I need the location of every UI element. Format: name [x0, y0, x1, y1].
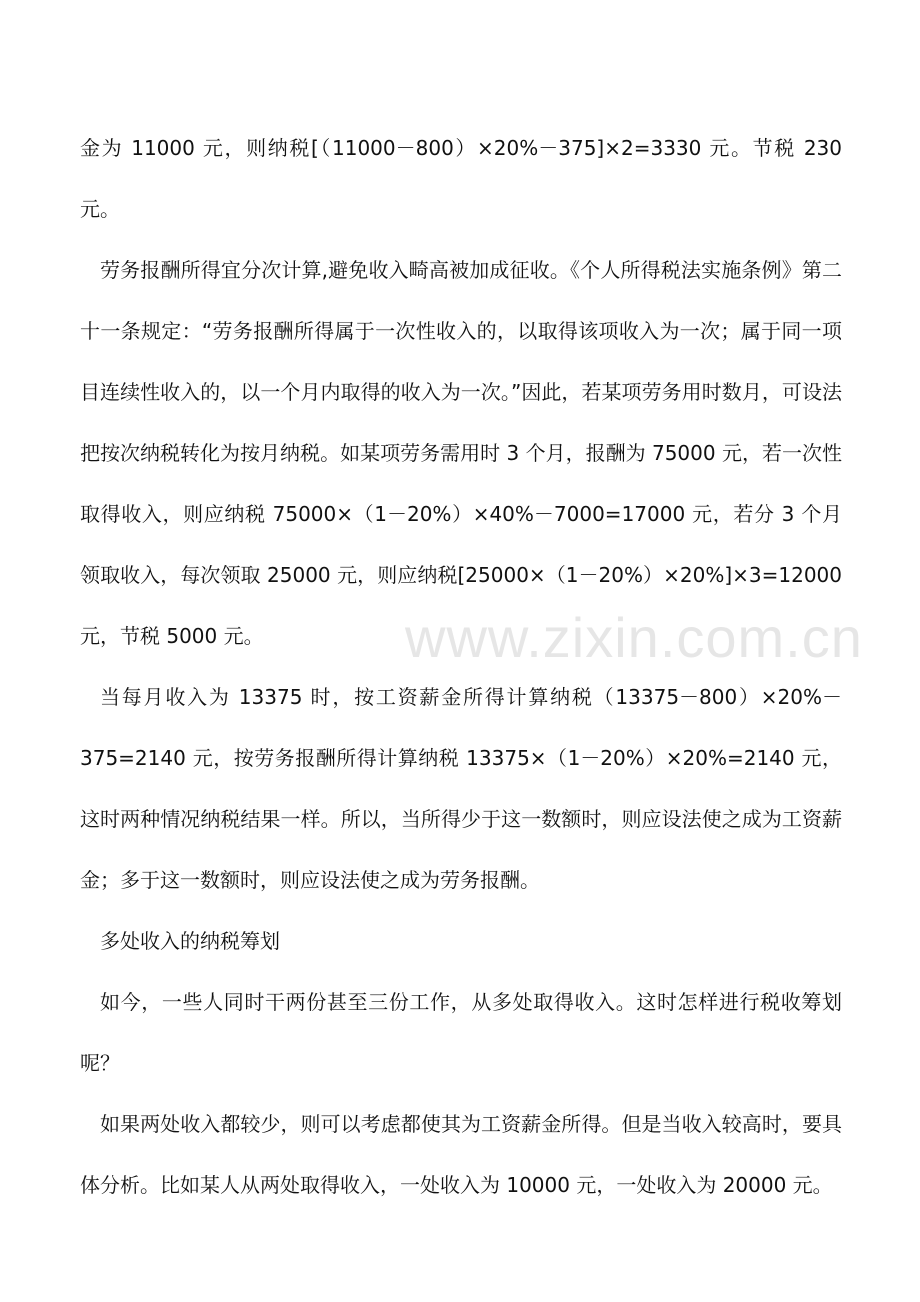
paragraph-5: 如果两处收入都较少，则可以考虑都使其为工资薪金所得。但是当收入较高时，要具体分析。比如某人从两处取得收入，一处收入为 10000 元，一处收入为 20000 元。	[80, 1112, 842, 1197]
document-body	[80, 118, 842, 1216]
paragraph-3: 当每月收入为 13375 时，按工资薪金所得计算纳税（13375－800）×20%－375=2140 元，按劳务报酬所得计算纳税 13375×（1－20%）×20%=2140 元，这时两种情况纳税结果一样。所以，当所得少于这一数额时，则应设法使之成为工资薪金；多于这一数额时，则应设法使之成为劳务报酬。	[80, 685, 842, 892]
paragraph-2: 劳务报酬所得宜分次计算,避免收入畸高被加成征收。《个人所得税法实施条例》第二十一条规定：“劳务报酬所得属于一次性收入的，以取得该项收入为一次；属于同一项目连续性收入的，以一个月内取得的收入为一次。”因此，若某项劳务用时数月，可设法把按次纳税转化为按月纳税。如某项劳务需用时 3 个月，报酬为 75000 元，若一次性取得收入，则应纳税 75000×（1－20%）×40%－7000=17000 元，若分 3 个月领取收入，每次领取 25000 元，则应纳税[25000×（1－20%）×20%]×3=12000 元，节税 5000 元。	[80, 258, 842, 648]
section-heading: 多处收入的纳税筹划	[100, 929, 280, 953]
watermark: www.zixin.com.cn	[405, 606, 863, 669]
paragraph-4: 如今，一些人同时干两份甚至三份工作，从多处取得收入。这时怎样进行税收筹划呢？	[80, 990, 842, 1075]
paragraph-1: 金为 11000 元，则纳税[（11000－800）×20%－375]×2=3330 元。节税 230 元。	[80, 136, 842, 221]
